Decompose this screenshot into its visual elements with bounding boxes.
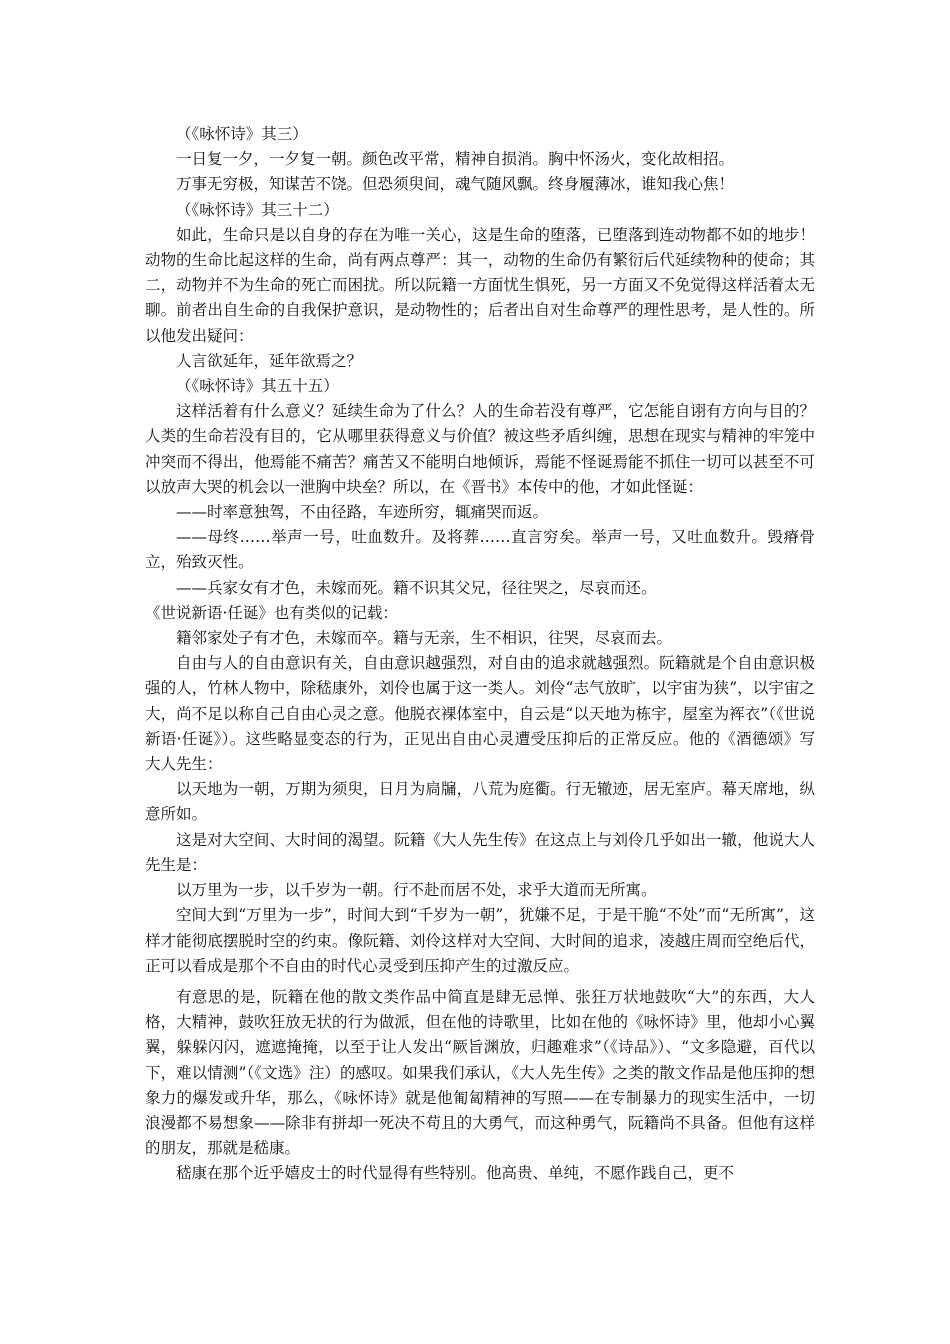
quotation: 籍邻家处子有才色，未嫁而卒。籍与无亲，生不相识，往哭，尽哀而去。 [176, 629, 673, 648]
body-paragraph: 有意思的是，阮籍在他的散文类作品中简直是肆无忌惮、张狂万状地鼓吹“大”的东西，大人格，大精神，鼓吹狂放无状的行为做派，但在他的诗歌里，比如在他的《咏怀诗》里，他却小心翼翼，躲躲闪闪，遮遮掩掩，以至于让人发出“厥旨渊放，归趣难求”（《诗品》）、“文多隐避，百代以下，难以情测”（《文选》注）的感叹。如果我们承认，《大人先生传》之类的散文作品是他压抑的想象力的爆发或升华，那么，《咏怀诗》就是他匍匐精神的写照——在专制暴力的现实生活中，一切浪漫都不易想象——除非有拼却一死决不苟且的大勇气，而这种勇气，阮籍尚不具备。但他有这样的朋友，那就是嵇康。 [145, 987, 815, 1158]
body-paragraph: 这样活着有什么意义？延续生命为了什么？人的生命若没有尊严，它怎能自诩有方向与目的？人类的生命若没有目的，它从哪里获得意义与价值？被这些矛盾纠缠，思想在现实与精神的牢笼中冲突而不得出，他焉能不痛苦？痛苦又不能明白地倾诉，焉能不怪诞焉能不抓住一切可以甚至不可以放声大哭的机会以一泄胸中块垒？所以，在《晋书》本传中的他，才如此怪诞： [145, 402, 815, 496]
source-citation: （《咏怀诗》其三十二） [176, 200, 339, 219]
body-paragraph: 这是对大空间、大时间的渴望。阮籍《大人先生传》在这点上与刘伶几乎如出一辙，他说大人先生是： [145, 830, 815, 874]
body-paragraph: 《世说新语·任诞》也有类似的记载： [145, 603, 398, 622]
quotation: ——兵家女有才色，未嫁而死。籍不识其父兄，径往哭之，尽哀而还。 [176, 578, 657, 597]
body-paragraph: 自由与人的自由意识有关，自由意识越强烈，对自由的追求就越强烈。阮籍就是个自由意识极强的人，竹林人物中，除嵇康外，刘伶也属于这一类人。刘伶“志气放旷，以宇宙为狭”，以宇宙之大，尚不足以称自己自由心灵之意。他脱衣裸体室中，自云是“以天地为栋宇，屋室为裈衣”（《世说新语·任诞》）。这些略显变态的行为，正见出自由心灵遭受压抑后的正常反应。他的《酒德颂》写大人先生： [145, 654, 815, 774]
body-paragraph: 嵇康在那个近乎嬉皮士的时代显得有些特别。他高贵、单纯，不愿作践自己，更不 [176, 1164, 735, 1183]
source-citation: （《咏怀诗》其五十五） [176, 377, 339, 396]
quotation: 以天地为一朝，万期为须臾，日月为扃牖，八荒为庭衢。行无辙迹，居无室庐。幕天席地，纵意所如。 [145, 780, 815, 824]
poem-line: 一日复一夕，一夕复一朝。颜色改平常，精神自损消。胸中怀汤火，变化故相招。 [176, 150, 735, 169]
poem-line: 万事无穷极，知谋苦不饶。但恐须臾间，魂气随风飘。终身履薄冰，谁知我心焦！ [176, 175, 735, 194]
document-body [145, 122, 815, 1187]
source-citation: （《咏怀诗》其三） [176, 125, 308, 143]
quotation: ——时率意独驾，不由径路，车迹所穷，辄痛哭而返。 [176, 503, 549, 522]
poem-line: 人言欲延年，延年欲焉之？ [176, 351, 363, 370]
body-paragraph: 如此，生命只是以自身的存在为唯一关心，这是生命的堕落，已堕落到连动物都不如的地步！动物的生命比起这样的生命，尚有两点尊严：其一，动物的生命仍有繁衍后代延续物种的使命；其二，动物并不为生命的死亡而困扰。所以阮籍一方面忧生惧死，另一方面又不免觉得这样活着太无聊。前者出自生命的自我保护意识，是动物性的；后者出自对生命尊严的理性思考，是人性的。所以他发出疑问： [145, 225, 815, 345]
quotation: 以万里为一步，以千岁为一朝。行不赴而居不处，求乎大道而无所寓。 [176, 881, 657, 900]
quotation: ——母终……举声一号，吐血数升。及将葬……直言穷矣。举声一号，又吐血数升。毁瘠骨立，殆致灭性。 [145, 528, 815, 572]
body-paragraph: 空间大到“万里为一步”，时间大到“千岁为一朝”，犹嫌不足，于是干脆“不处”而“无所寓”，这样才能彻底摆脱时空的约束。像阮籍、刘伶这样对大空间、大时间的追求，凌越庄周而空绝后代，正可以看成是那个不自由的时代心灵受到压抑产生的过激反应。 [145, 906, 815, 975]
